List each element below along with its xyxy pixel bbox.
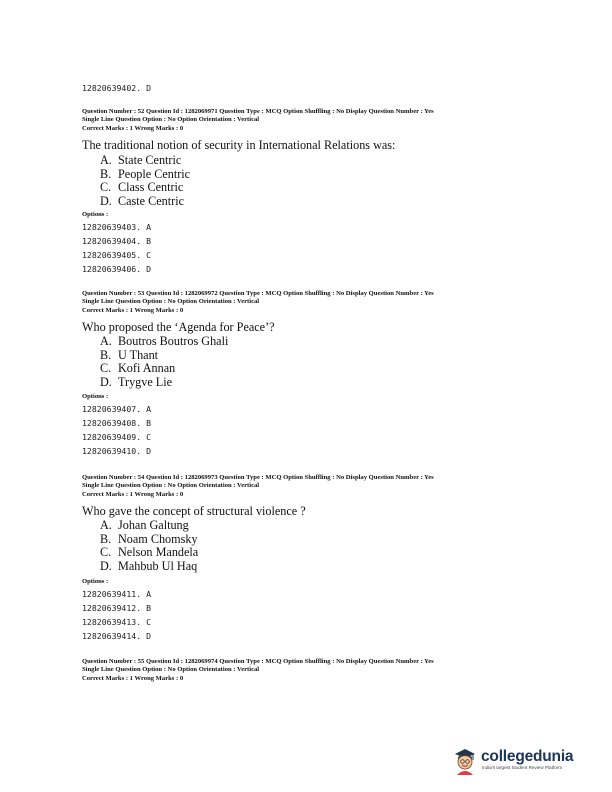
options-label: Options : [82, 211, 109, 218]
marks-line: Correct Marks : 1 Wrong Marks : 0 [82, 491, 184, 498]
option-id-line: 12820639405. C [82, 250, 152, 260]
mascot-icon [451, 745, 479, 775]
question-block-53 [82, 290, 522, 315]
choice-item: B. U Thant [100, 347, 159, 362]
choice-item: D. Mahbub Ul Haq [100, 558, 198, 573]
option-id-line: 12820639404. B [82, 236, 152, 246]
question-block-52 [82, 108, 522, 133]
question-text: Who gave the concept of structural violence ? [82, 504, 306, 518]
choice-list [100, 519, 198, 573]
choice-item: A. Boutros Boutros Ghali [100, 334, 229, 348]
choice-item: C. Kofi Annan [100, 361, 176, 376]
choice-list [100, 335, 228, 389]
answer-id-line: 12820639402. D [82, 83, 152, 93]
option-id-line: 12820639407. A [82, 404, 152, 414]
question-block-55 [82, 658, 522, 683]
option-id-line: 12820639412. B [82, 603, 152, 613]
question-meta-line: Question Number : 55 Question Id : 1282069974 Question Type : MCQ Option Shuffling : No Display Question Number : Yes [82, 658, 434, 665]
choice-item: C. Class Centric [100, 180, 184, 195]
choice-list [100, 154, 190, 208]
logo-wordmark: collegedunia [481, 748, 574, 765]
option-id-line: 12820639409. C [82, 432, 152, 442]
choice-item: D. Trygve Lie [100, 374, 173, 389]
options-label: Options : [82, 393, 109, 400]
question-text: Who proposed the ‘Agenda for Peace’? [82, 320, 275, 334]
choice-item: B. Noam Chomsky [100, 531, 198, 546]
question-meta-line: Single Line Question Option : No Option Orientation : Vertical [82, 482, 260, 489]
marks-line: Correct Marks : 1 Wrong Marks : 0 [82, 307, 184, 314]
option-id-line: 12820639403. A [82, 222, 152, 232]
question-block-54 [82, 474, 522, 499]
question-meta-line: Question Number : 53 Question Id : 1282069972 Question Type : MCQ Option Shuffling : No Display Question Number : Yes [82, 290, 434, 297]
question-meta-line: Single Line Question Option : No Option Orientation : Vertical [82, 666, 260, 673]
question-text: The traditional notion of security in International Relations was: [82, 138, 396, 152]
question-meta-line: Single Line Question Option : No Option Orientation : Vertical [82, 116, 260, 123]
option-id-line: 12820639410. D [82, 446, 152, 456]
option-id-line: 12820639406. D [82, 264, 152, 274]
question-meta-line: Question Number : 54 Question Id : 1282069973 Question Type : MCQ Option Shuffling : No Display Question Number : Yes [82, 474, 434, 481]
option-id-line: 12820639411. A [82, 589, 152, 599]
option-id-line: 12820639414. D [82, 631, 152, 641]
marks-line: Correct Marks : 1 Wrong Marks : 0 [82, 125, 184, 132]
collegedunia-logo [451, 745, 574, 775]
choice-item: D. Caste Centric [100, 193, 184, 208]
question-meta-line: Question Number : 52 Question Id : 1282069971 Question Type : MCQ Option Shuffling : No Display Question Number : Yes [82, 108, 434, 115]
choice-item: A. State Centric [100, 153, 182, 167]
choice-item: B. People Centric [100, 166, 191, 181]
choice-item: C. Nelson Mandela [100, 545, 199, 560]
question-meta-line: Single Line Question Option : No Option Orientation : Vertical [82, 298, 260, 305]
choice-item: A. Johan Galtung [100, 518, 189, 532]
option-id-line: 12820639408. B [82, 418, 152, 428]
options-label: Options : [82, 578, 109, 585]
marks-line: Correct Marks : 1 Wrong Marks : 0 [82, 675, 184, 682]
option-id-line: 12820639413. C [82, 617, 152, 627]
logo-tagline: India's largest Student Review Platform [482, 765, 563, 770]
